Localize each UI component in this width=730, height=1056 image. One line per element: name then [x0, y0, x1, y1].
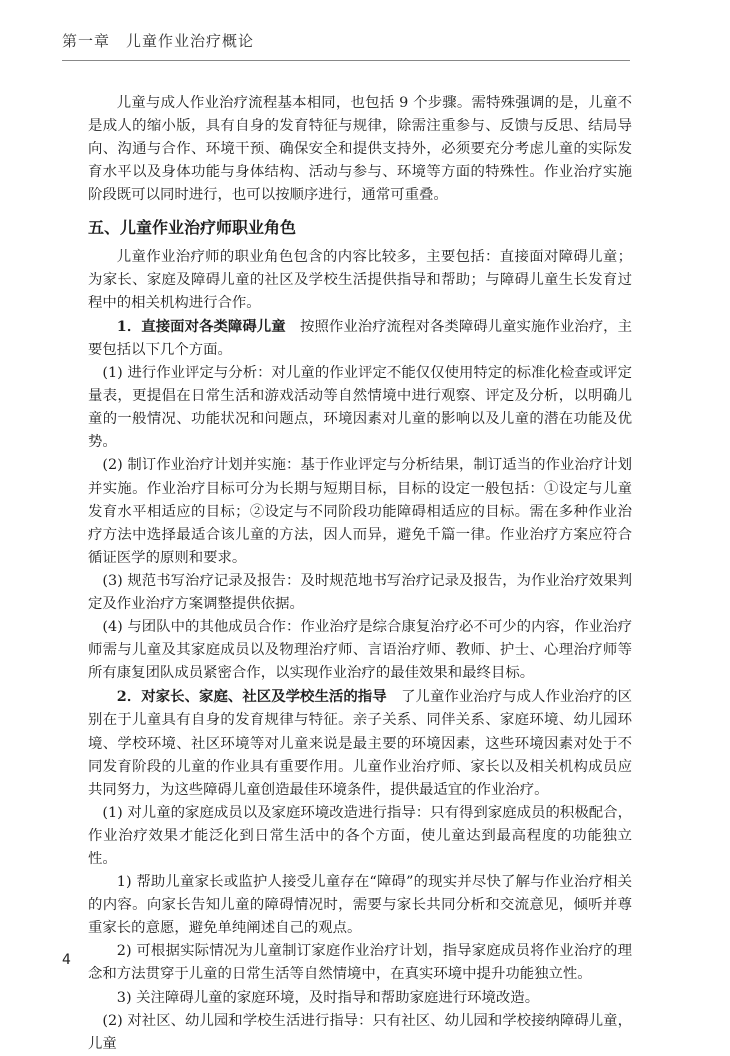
body-text [88, 92, 632, 1056]
paragraph-role-2 [88, 685, 632, 801]
section-heading: 五、儿童作业治疗师职业角色 [88, 218, 297, 238]
header-divider [62, 60, 630, 61]
paragraph-intro: 儿童与成人作业治疗流程基本相同，也包括 9 个步骤。需特殊强调的是，儿童不是成人的缩小版，具有自身的发育特征与规律，除需注重参与、反馈与反思、结局导向、沟通与合作、环境干预、确保安全和提供支持外，必须要充分考虑儿童的实际发育水平以及身体功能与身体结构、活动与参与、环境等方面的特殊性。作业治疗实施阶段既可以同时进行，也可以按顺序进行，通常可重叠。 [88, 95, 632, 204]
running-header: 第一章 儿童作业治疗概论 [62, 32, 255, 50]
list-item: (1) 进行作业评定与分析：对儿童的作业评定不能仅仅使用特定的标准化检查或评定量表，更提倡在日常生活和游戏活动等自然情境中进行观察、评定及分析，以明确儿童的一般情况、功能状况和问题点，环境因素对儿童的影响以及儿童的潜在功能及优势。 [88, 365, 632, 451]
paragraph-section-intro: 儿童作业治疗师的职业角色包含的内容比较多，主要包括：直接面对障碍儿童；为家长、家庭及障碍儿童的社区及学校生活提供指导和帮助；与障碍儿童生长发育过程中的相关机构进行合作。 [88, 248, 632, 311]
list-item: (4) 与团队中的其他成员合作：作业治疗是综合康复治疗必不可少的内容，作业治疗师需与儿童及其家庭成员以及物理治疗师、言语治疗师、教师、护士、心理治疗师等所有康复团队成员紧密合作，以实现作业治疗的最佳效果和最终目标。 [88, 619, 632, 682]
page-number: 4 [62, 952, 71, 968]
role-1-text: 按照作业治疗流程对各类障碍儿童实施作业治疗，主要包括以下几个方面。 [88, 318, 632, 358]
list-item: (2) 对社区、幼儿园和学校生活进行指导：只有社区、幼儿园和学校接纳障碍儿童，儿童 [88, 1012, 632, 1052]
role-2-text: 了儿童作业治疗与成人作业治疗的区别在于儿童具有自身的发育规律与特征。亲子关系、同伴关系、家庭环境、幼儿园环境、学校环境、社区环境等对儿童来说是最主要的环境因素，这些环境因素对处于不同发育阶段的儿童的作业具有重要作用。儿童作业治疗师、家长以及相关机构成员应共同努力，为这些障碍儿童创造最佳环境条件，提供最适宜的作业治疗。 [88, 689, 632, 798]
role-1-heading: 1．直接面对各类障碍儿童 [116, 317, 286, 335]
list-item: (1) 对儿童的家庭成员以及家庭环境改造进行指导：只有得到家庭成员的积极配合，作业治疗效果才能泛化到日常生活中的各个方面，使儿童达到最高程度的功能独立性。 [88, 804, 632, 867]
sub-list-item: 1) 帮助儿童家长或监护人接受儿童存在“障碍”的现实并尽快了解与作业治疗相关的内容。向家长告知儿童的障碍情况时，需要与家长共同分析和交流意见，倾听并尊重家长的意愿，避免单纯阐述自己的观点。 [88, 874, 632, 937]
list-item: (2) 制订作业治疗计划并实施：基于作业评定与分析结果，制订适当的作业治疗计划并实施。作业治疗目标可分为长期与短期目标，目标的设定一般包括：①设定与儿童发育水平相适应的目标；②设定与不同阶段功能障碍相适应的目标。需在多种作业治疗方法中选择最适合该儿童的方法，因人而异，避免千篇一律。作业治疗方案应符合循证医学的原则和要求。 [88, 457, 632, 566]
paragraph-role-1 [88, 315, 632, 362]
role-2-heading: 2．对家长、家庭、社区及学校生活的指导 [116, 688, 387, 706]
list-item: (3) 规范书写治疗记录及报告：及时规范地书写治疗记录及报告，为作业治疗效果判定及作业治疗方案调整提供依据。 [88, 572, 632, 612]
sub-list-item: 2) 可根据实际情况为儿童制订家庭作业治疗计划，指导家庭成员将作业治疗的理念和方法贯穿于儿童的日常生活等自然情境中，在真实环境中提升功能独立性。 [88, 943, 632, 983]
sub-list-item: 3) 关注障碍儿童的家庭环境，及时指导和帮助家庭进行环境改造。 [116, 989, 540, 1006]
